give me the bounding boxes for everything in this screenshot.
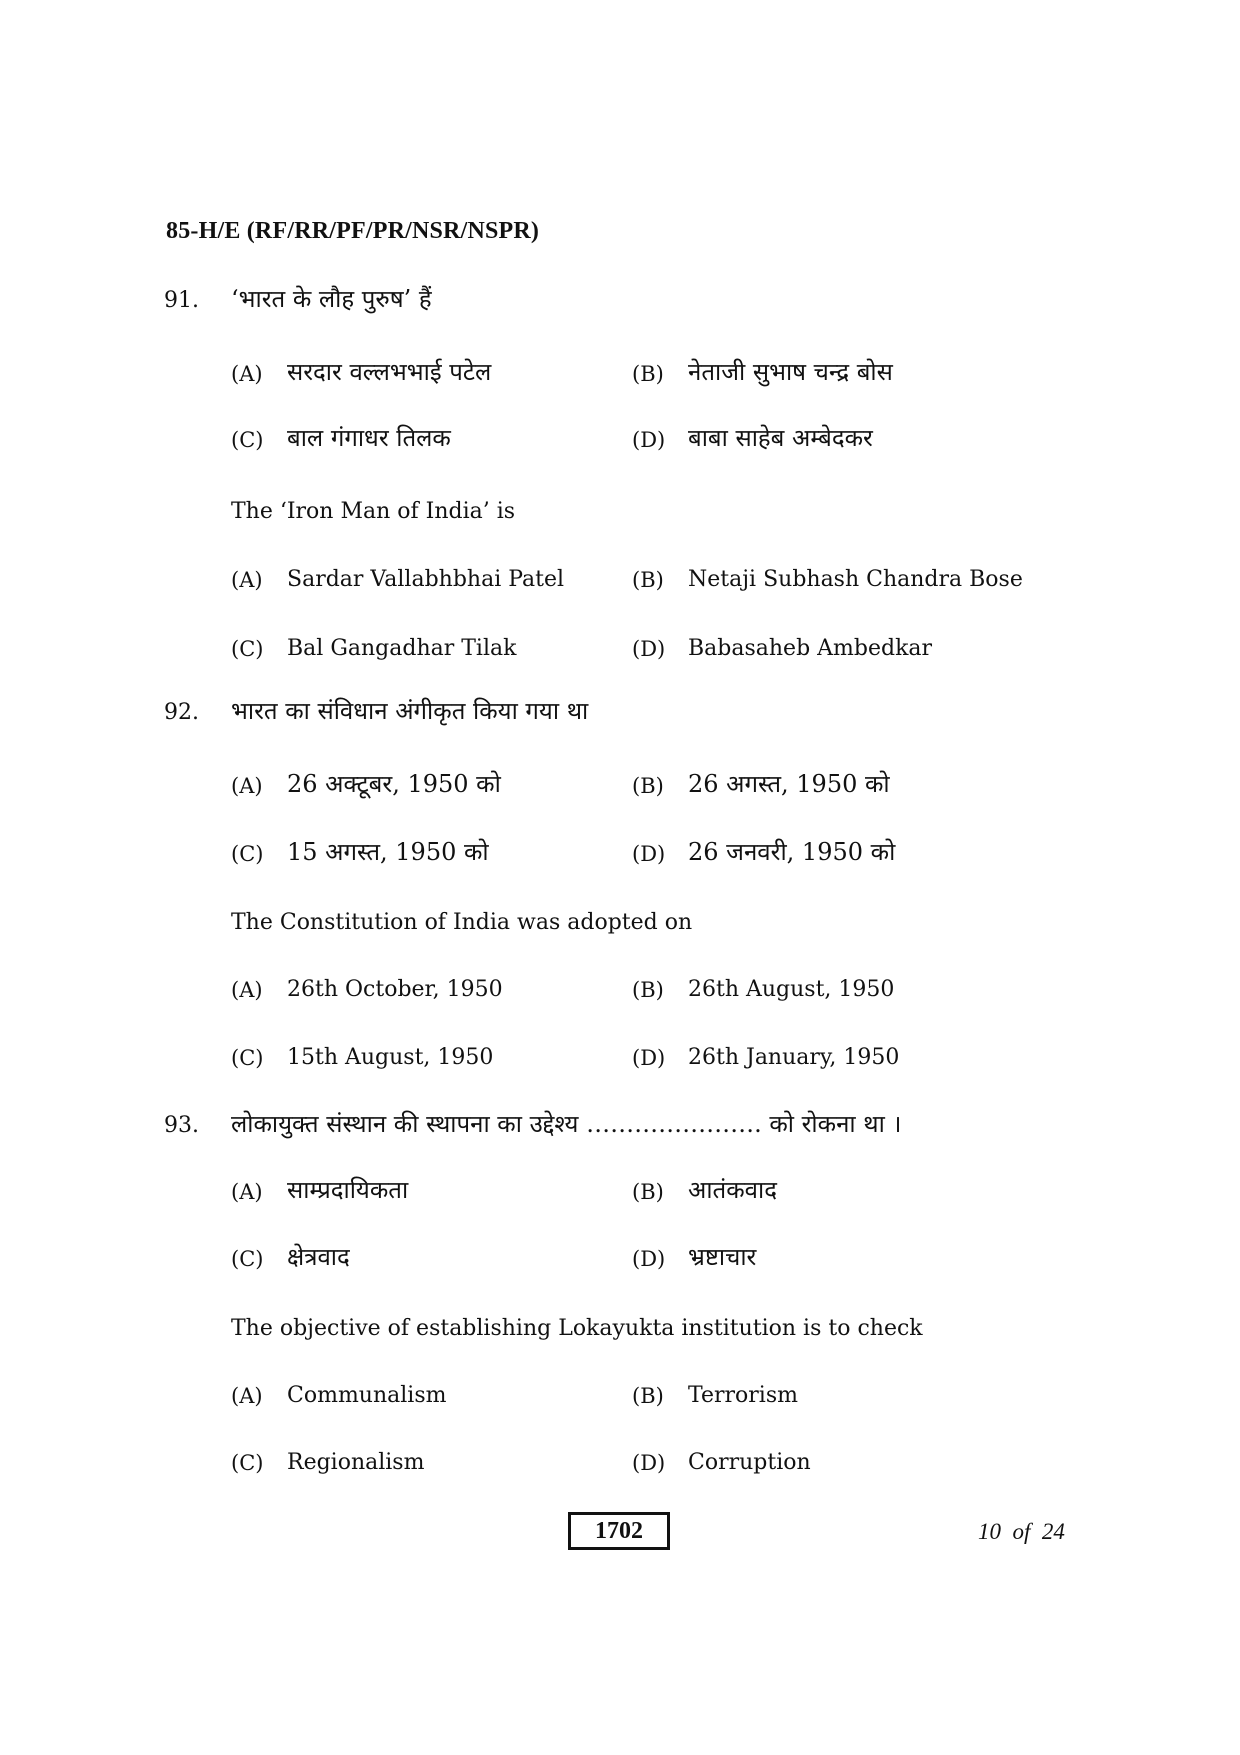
option-letter: (C): [231, 842, 264, 866]
option-text: Sardar Vallabhbhai Patel: [287, 567, 565, 592]
option-text: Regionalism: [287, 1450, 425, 1475]
option-letter: (D): [632, 1451, 666, 1475]
option-letter: (B): [632, 978, 664, 1002]
option-text: Bal Gangadhar Tilak: [287, 636, 517, 661]
option-letter: (C): [231, 1247, 264, 1271]
option-letter: (B): [632, 774, 664, 798]
option-text: साम्प्रदायिकता: [287, 1176, 409, 1204]
option-text: Corruption: [688, 1450, 811, 1475]
question-text-hindi: ‘भारत के लौह पुरुष’ हैं: [231, 285, 432, 313]
booklet-code-box: [568, 1512, 670, 1550]
option-text: सरदार वल्लभभाई पटेल: [287, 358, 492, 386]
option-text: Netaji Subhash Chandra Bose: [688, 567, 1023, 592]
option-letter: (A): [231, 1180, 263, 1204]
option-letter: (C): [231, 637, 264, 661]
option-letter: (A): [231, 362, 263, 386]
question-text-english: The Constitution of India was adopted on: [231, 910, 693, 935]
option-text: 26 अगस्त, 1950 को: [688, 770, 890, 798]
option-letter: (C): [231, 1451, 264, 1475]
option-text: Babasaheb Ambedkar: [688, 636, 933, 661]
option-text: 26th January, 1950: [688, 1045, 900, 1070]
option-letter: (A): [231, 1384, 263, 1408]
option-text: 26th August, 1950: [688, 977, 895, 1002]
option-letter: (D): [632, 842, 666, 866]
question-number: 91.: [164, 288, 199, 313]
option-text: 26 अक्टूबर, 1950 को: [287, 770, 501, 798]
paper-code: 85-H/E (RF/RR/PF/PR/NSR/NSPR): [166, 218, 540, 244]
booklet-code: 1702: [595, 1517, 643, 1544]
option-text: 15th August, 1950: [287, 1045, 494, 1070]
option-text: भ्रष्टाचार: [688, 1243, 757, 1271]
option-letter: (B): [632, 1384, 664, 1408]
question-text-hindi: लोकायुक्त संस्थान की स्थापना का उद्देश्य …………………. को रोकना था ।: [231, 1110, 902, 1138]
question-number: 93.: [164, 1113, 199, 1138]
option-text: 15 अगस्त, 1950 को: [287, 838, 489, 866]
option-letter: (D): [632, 1046, 666, 1070]
option-letter: (C): [231, 1046, 264, 1070]
option-text: क्षेत्रवाद: [287, 1243, 350, 1271]
option-letter: (A): [231, 978, 263, 1002]
option-letter: (A): [231, 568, 263, 592]
option-letter: (D): [632, 637, 666, 661]
option-text: 26 जनवरी, 1950 को: [688, 838, 896, 866]
option-letter: (B): [632, 362, 664, 386]
option-letter: (B): [632, 1180, 664, 1204]
page-indicator: 10 of 24: [978, 1519, 1065, 1544]
option-text: Terrorism: [688, 1383, 798, 1408]
option-text: बाल गंगाधर तिलक: [287, 424, 451, 452]
option-letter: (B): [632, 568, 664, 592]
option-letter: (D): [632, 1247, 666, 1271]
option-letter: (D): [632, 428, 666, 452]
option-text: बाबा साहेब अम्बेदकर: [688, 424, 873, 452]
question-text-hindi: भारत का संविधान अंगीकृत किया गया था: [231, 697, 589, 725]
option-text: आतंकवाद: [688, 1176, 777, 1204]
option-text: नेताजी सुभाष चन्द्र बोस: [688, 358, 893, 386]
question-number: 92.: [164, 700, 199, 725]
option-letter: (A): [231, 774, 263, 798]
option-text: Communalism: [287, 1383, 447, 1408]
question-text-english: The ‘Iron Man of India’ is: [231, 499, 516, 524]
option-text: 26th October, 1950: [287, 977, 503, 1002]
option-letter: (C): [231, 428, 264, 452]
question-text-english: The objective of establishing Lokayukta institution is to check: [231, 1316, 923, 1341]
